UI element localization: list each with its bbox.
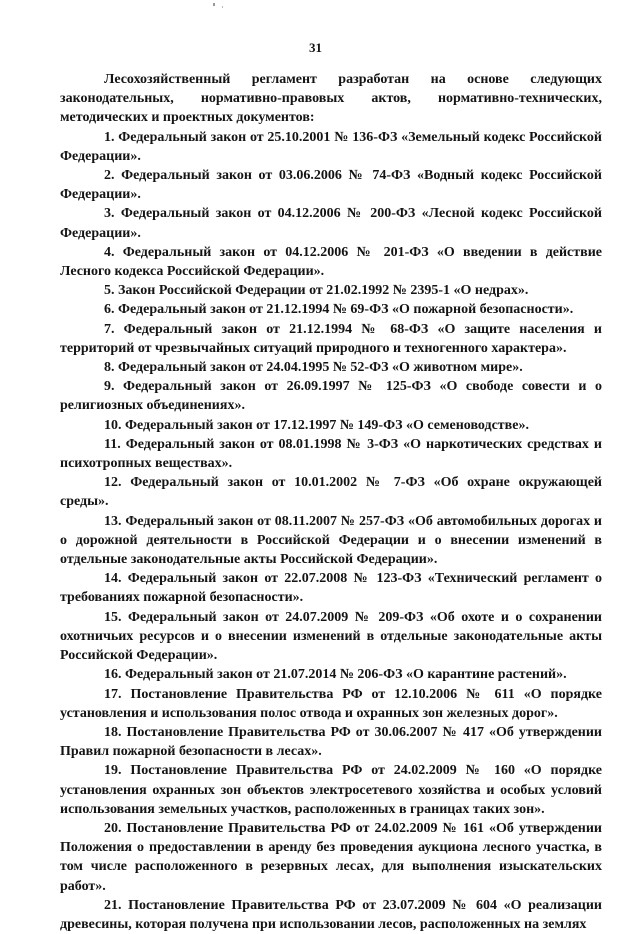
list-item-3: 3. Федеральный закон от 04.12.2006 № 200-ФЗ «Лесной кодекс Российской Федерации». xyxy=(60,206,602,241)
list-item-2: 2. Федеральный закон от 03.06.2006 № 74-ФЗ «Водный кодекс Российской Федерации». xyxy=(60,168,602,203)
scan-speck xyxy=(222,6,223,8)
list-item-1: 1. Федеральный закон от 25.10.2001 № 136-ФЗ «Земельный кодекс Российской Федерации». xyxy=(60,129,602,164)
intro-paragraph: Лесохозяйственный регламент разработан на основе следующих законодательных, нормативно-правовых актов, нормативно-технических, методических и проектных документов: xyxy=(60,72,602,126)
list-item-12: 12. Федеральный закон от 10.01.2002 № 7-ФЗ «Об охране окружающей среды». xyxy=(60,475,602,510)
list-item-4: 4. Федеральный закон от 04.12.2006 № 201-ФЗ «О введении в действие Лесного кодекса Российской Федерации». xyxy=(60,244,602,280)
list-item-18: 18. Постановление Правительства РФ от 30.06.2007 № 417 «Об утверждении Правил пожарной безопасности в лесах». xyxy=(60,724,602,760)
list-item-9: 9. Федеральный закон от 26.09.1997 № 125-ФЗ «О свободе совести и о религиозных объединениях». xyxy=(60,379,602,414)
list-item-14: 14. Федеральный закон от 22.07.2008 № 123-ФЗ «Технический регламент о требованиях пожарной безопасности». xyxy=(60,571,602,606)
document-body xyxy=(60,70,602,934)
list-item-17: 17. Постановление Правительства РФ от 12.10.2006 № 611 «О порядке установления и использования полос отвода и охранных зон железных дорог». xyxy=(60,686,602,721)
list-item-5: 5. Закон Российской Федерации от 21.02.1992 № 2395-1 «О недрах». xyxy=(104,283,529,299)
page-number: 31 xyxy=(309,40,322,55)
list-item-19: 19. Постановление Правительства РФ от 24.02.2009 № 160 «О порядке установления охранных зон объектов электросетевого хозяйства и особых условий использования земельных участков, расположенных в границах таких зон». xyxy=(60,763,602,817)
list-item-21: 21. Постановление Правительства РФ от 23.07.2009 № 604 «О реализации древесины, которая получена при использовании лесов, расположенных на землях xyxy=(60,897,602,932)
list-item-8: 8. Федеральный закон от 24.04.1995 № 52-ФЗ «О животном мире». xyxy=(104,360,523,376)
list-item-11: 11. Федеральный закон от 08.01.1998 № 3-ФЗ «О наркотических средствах и психотропных веществах». xyxy=(60,436,602,472)
list-item-7: 7. Федеральный закон от 21.12.1994 № 68-ФЗ «О защите населения и территорий от чрезвычайных ситуаций природного и техногенного характера». xyxy=(60,321,602,356)
list-item-15: 15. Федеральный закон от 24.07.2009 № 209-ФЗ «Об охоте и о сохранении охотничьих ресурсов и о внесении изменений в отдельные законодательные акты Российской Федерации». xyxy=(60,609,602,664)
list-item-10: 10. Федеральный закон от 17.12.1997 № 149-ФЗ «О семеноводстве». xyxy=(104,417,529,433)
scan-speck xyxy=(213,3,215,6)
list-item-20: 20. Постановление Правительства РФ от 24.02.2009 № 161 «Об утверждении Положения о предоставлении в аренду без проведения аукциона лесного участка, в том числе расположенного в резервных лесах, для выполнения изыскательских работ». xyxy=(60,820,602,894)
list-item-16: 16. Федеральный закон от 21.07.2014 № 206-ФЗ «О карантине растений». xyxy=(104,667,567,683)
list-item-6: 6. Федеральный закон от 21.12.1994 № 69-ФЗ «О пожарной безопасности». xyxy=(104,302,574,318)
list-item-13: 13. Федеральный закон от 08.11.2007 № 257-ФЗ «Об автомобильных дорогах и о дорожной деятельности в Российской Федерации и о внесении изменений в отдельные законодательные акты Российской Федерации». xyxy=(60,513,602,568)
